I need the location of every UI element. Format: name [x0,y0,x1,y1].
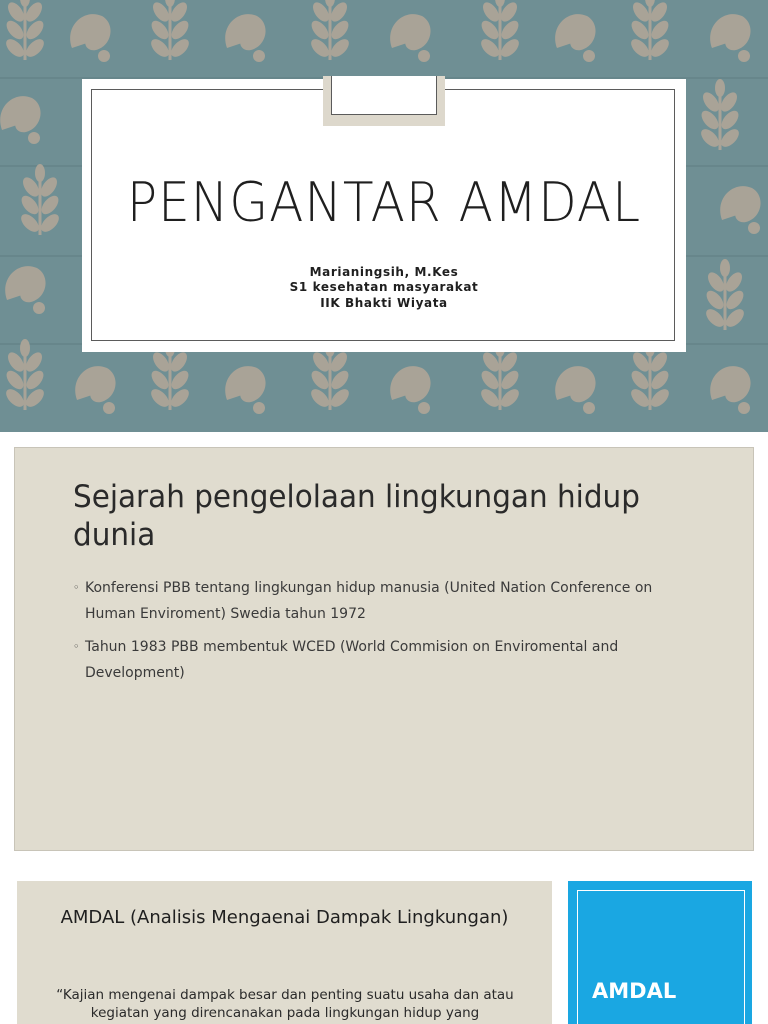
bullet-marker: ◦ [73,581,80,594]
title-card [82,79,686,352]
institution-name: IIK Bhakti Wiyata [320,296,448,310]
history-slide [14,447,754,851]
bullet-marker: ◦ [73,640,80,653]
amdal-slide [568,881,752,1024]
definition-quote: “Kajian mengenai dampak besar dan penting suatu usaha dan atau kegiatan yang direncanakan pada lingkungan hidup yang [56,987,514,1021]
bullet-item [73,634,693,686]
slide-frame [577,890,745,1024]
slide-title: AMDAL (Analisis Mengaenai Dampak Lingkungan) [60,907,509,928]
bullet-text: Konferensi PBB tentang lingkungan hidup manusia (United Nation Conference on Human Enviroment) Swedia tahun 1972 [85,580,653,622]
study-program: S1 kesehatan masyarakat [289,280,479,294]
bullet-text: Tahun 1983 PBB membentuk WCED (World Commision on Enviromental and Development) [85,639,619,681]
title-tab [323,76,445,126]
title-slide [0,0,768,432]
slide-title: Sejarah pengelolaan lingkungan hidup dunia [73,479,640,553]
slide-title: PENGANTAR AMDAL [126,171,642,234]
definition-slide [17,881,552,1024]
bullet-item [73,575,693,627]
author-name: Marianingsih, M.Kes [309,265,459,279]
slide-label: AMDAL [592,979,677,1003]
